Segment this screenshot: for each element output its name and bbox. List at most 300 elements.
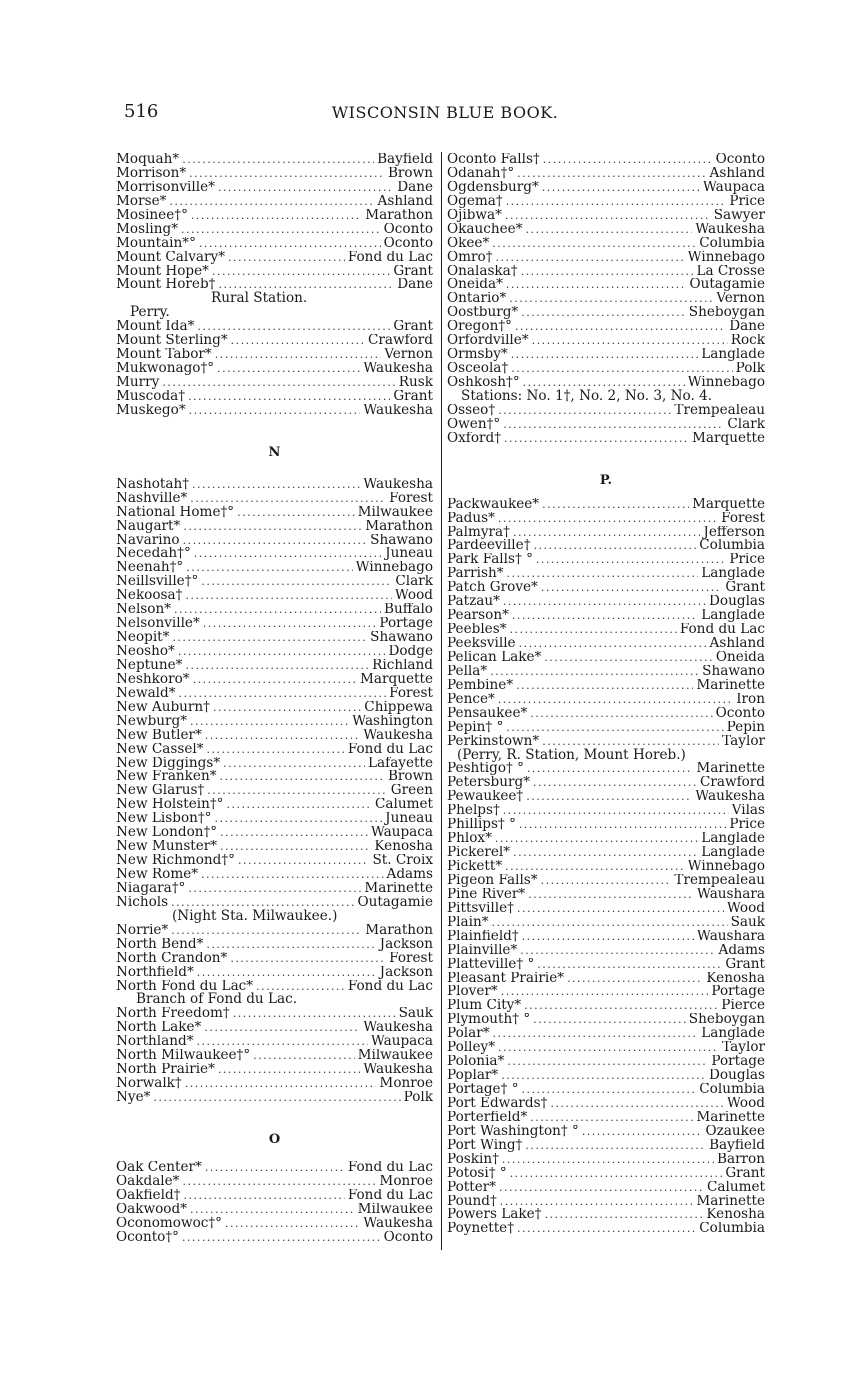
county-name: Waukesha — [363, 728, 433, 743]
place-name: Mount Tabor* — [116, 348, 212, 363]
entry-row — [116, 1021, 433, 1035]
dot-leader — [182, 1175, 376, 1189]
place-name: New Lisbon†° — [116, 812, 212, 827]
county-name: Fond du Lac — [347, 1188, 433, 1203]
place-name: North Fond du Lac* — [116, 979, 254, 994]
entry-note: (Night Sta. Milwaukee.) — [172, 907, 338, 924]
county-name: Forest — [389, 491, 433, 506]
place-name: Packwaukee* — [447, 497, 540, 512]
county-name: Douglas — [709, 595, 765, 610]
entry-row — [447, 790, 765, 804]
entry-row — [447, 1195, 765, 1209]
dot-leader — [505, 209, 711, 223]
dot-leader — [522, 1083, 697, 1097]
entry-row — [116, 520, 433, 534]
place-name: Nelson* — [116, 603, 171, 618]
entry-row — [447, 1027, 765, 1041]
dot-leader — [511, 362, 732, 376]
dot-leader — [492, 916, 728, 930]
entry-note: Rural Station. — [211, 290, 308, 307]
entry-row — [116, 966, 433, 980]
county-name: Iron — [736, 692, 765, 707]
entry-row — [116, 575, 433, 589]
dot-leader — [516, 679, 693, 693]
dot-leader — [190, 1203, 355, 1217]
county-name: Waukesha — [363, 403, 433, 418]
place-name: Necedah†° — [116, 547, 191, 562]
entry-row — [447, 1208, 765, 1222]
county-name: Langlade — [701, 846, 765, 860]
dot-leader — [490, 665, 699, 679]
county-name: Langlade — [701, 1027, 765, 1042]
entry-row — [116, 603, 433, 617]
place-name: Poynette† — [447, 1222, 515, 1237]
page-title: WISCONSIN BLUE BOOK. — [331, 103, 559, 122]
county-name: Milwaukee — [357, 505, 433, 520]
county-name: Brown — [387, 166, 433, 181]
place-name: Oakwood* — [116, 1202, 187, 1217]
county-name: Juneau — [385, 547, 433, 562]
county-name: Waukesha — [363, 477, 433, 492]
entry-row — [116, 617, 433, 631]
entry-row — [447, 251, 765, 265]
entry-row — [447, 1069, 765, 1083]
entry-row — [116, 743, 433, 757]
place-name: Polley* — [447, 1041, 495, 1056]
county-name: Bayfield — [709, 1138, 765, 1153]
entry-row — [116, 265, 433, 279]
dot-leader — [521, 265, 694, 279]
county-name: Kenosha — [706, 1208, 765, 1223]
place-name: Oxford† — [447, 431, 502, 446]
dot-leader — [513, 526, 700, 540]
county-name: Calumet — [374, 798, 433, 813]
entry-row — [447, 818, 765, 832]
entry-row — [447, 1181, 765, 1195]
place-name: Port Edwards† — [447, 1096, 548, 1111]
dot-leader — [517, 1222, 696, 1236]
county-name: Oconto — [383, 1230, 433, 1245]
dot-leader — [197, 320, 390, 334]
dot-leader — [181, 223, 381, 237]
place-name: Perkinstown* — [447, 734, 540, 749]
dot-leader — [188, 882, 361, 896]
county-name: Oconto — [715, 706, 765, 721]
county-name: Taylor — [722, 1041, 765, 1056]
county-name: Portage — [379, 617, 433, 632]
dot-leader — [186, 561, 352, 575]
dot-leader — [507, 1055, 708, 1069]
place-name: Norrie* — [116, 923, 169, 938]
county-name: Waupaca — [702, 180, 765, 195]
place-name: Oconomowoc†° — [116, 1216, 222, 1231]
place-name: Omro† — [447, 250, 493, 265]
dot-leader — [500, 1195, 694, 1209]
dot-leader — [171, 924, 362, 938]
place-name: Poskin† — [447, 1152, 499, 1167]
page-header — [118, 101, 772, 123]
place-name: Pickerel* — [447, 846, 511, 860]
dot-leader — [520, 944, 715, 958]
place-name: Osseo† — [447, 403, 496, 418]
dot-leader — [503, 804, 729, 818]
dot-leader — [205, 729, 360, 743]
place-name: Northfield* — [116, 965, 194, 980]
county-name: Calumet — [706, 1180, 765, 1195]
place-name: Pearson* — [447, 609, 509, 624]
place-name: Niagara†° — [116, 881, 186, 896]
place-name: Nelsonville* — [116, 617, 200, 632]
place-name: Oakfield† — [116, 1188, 181, 1203]
county-name: Marquette — [692, 431, 765, 446]
entry-row — [447, 223, 765, 237]
dot-leader — [533, 1013, 686, 1027]
entry-row — [116, 1063, 433, 1077]
county-name: Ashland — [709, 166, 765, 181]
place-name: Plover* — [447, 985, 498, 1000]
entry-row — [447, 209, 765, 223]
entry-row — [116, 1189, 433, 1203]
dot-leader — [503, 418, 724, 432]
county-name: Sawyer — [713, 208, 765, 223]
entry-row — [116, 561, 433, 575]
entry-row — [447, 334, 765, 348]
county-name: Rusk — [398, 376, 433, 390]
county-name: Columbia — [699, 1222, 765, 1237]
dot-leader — [185, 659, 369, 673]
dot-leader — [233, 1007, 396, 1021]
entry-row — [116, 167, 433, 181]
place-name: Pelican Lake* — [447, 650, 542, 665]
county-name: Bayfield — [377, 153, 433, 167]
place-name: Nashotah† — [116, 477, 190, 492]
place-name: Morrisonville* — [116, 180, 215, 195]
place-name: Neopit* — [116, 631, 170, 645]
entry-row — [116, 784, 433, 798]
place-name: Poplar* — [447, 1069, 499, 1083]
place-name: Mountain*° — [116, 236, 196, 251]
dot-leader — [506, 721, 723, 735]
place-name: Morrison* — [116, 166, 187, 181]
place-name: Pence* — [447, 692, 495, 707]
county-name: Forest — [389, 686, 433, 701]
entry-row — [447, 999, 765, 1013]
place-name: Parrish* — [447, 567, 504, 582]
entry-row — [116, 237, 433, 251]
dot-leader — [205, 1161, 345, 1175]
dot-leader — [188, 390, 390, 404]
entry-row — [447, 539, 765, 553]
entry-row — [116, 924, 433, 938]
county-name: Oconto — [383, 236, 433, 251]
county-name: Milwaukee — [357, 1049, 433, 1064]
county-name: Rock — [730, 334, 765, 349]
place-name: Port Wing† — [447, 1138, 523, 1153]
county-name: Marinette — [364, 881, 433, 896]
place-name: Pittsville† — [447, 901, 514, 916]
entry-row — [447, 404, 765, 418]
place-name: New Franken* — [116, 770, 217, 785]
section-letter-p: P. — [599, 472, 613, 488]
place-name: Moquah* — [116, 153, 180, 167]
county-name: Sauk — [730, 915, 765, 930]
place-name: Northland* — [116, 1035, 194, 1050]
place-name: National Home†° — [116, 505, 235, 520]
entry-row — [116, 1007, 433, 1021]
dot-leader — [507, 567, 699, 581]
place-name: New Glarus† — [116, 784, 205, 799]
place-name: Mount Calvary* — [116, 250, 226, 265]
place-name: North Milwaukee†° — [116, 1049, 251, 1064]
entry-row — [116, 348, 433, 362]
place-name: Patzau* — [447, 595, 500, 610]
place-name: Pickett* — [447, 860, 503, 874]
place-name: Muskego* — [116, 403, 186, 418]
entry-row — [116, 854, 433, 868]
county-name: Polk — [403, 1091, 433, 1105]
county-name: Langlade — [701, 609, 765, 624]
county-name: Ashland — [709, 637, 765, 651]
place-name: New London†° — [116, 826, 218, 841]
county-name: Crawford — [367, 334, 433, 349]
county-name: Vilas — [731, 804, 765, 819]
dot-leader — [526, 790, 692, 804]
place-name: North Freedom† — [116, 1007, 230, 1022]
county-name: Polk — [735, 362, 765, 376]
entry-list — [116, 924, 433, 994]
dot-leader — [207, 784, 388, 798]
entry-row — [447, 512, 765, 526]
dot-leader — [192, 478, 360, 492]
place-name: Pepin† ° — [447, 720, 504, 735]
place-name: Mount Hope* — [116, 264, 209, 279]
county-name: Winnebago — [687, 376, 765, 390]
entry-row — [116, 868, 433, 882]
county-name: Marquette — [360, 672, 433, 687]
entry-row — [447, 153, 765, 167]
county-name: Portage — [711, 1055, 765, 1070]
entry-row — [447, 1222, 765, 1236]
entry-row — [447, 265, 765, 279]
entry-list — [116, 1007, 433, 1105]
place-name: Pleasant Prairie* — [447, 971, 565, 986]
entry-row — [116, 492, 433, 506]
place-name: Mosling* — [116, 222, 179, 237]
entry-row — [447, 707, 765, 721]
county-name: Clark — [727, 417, 765, 432]
entry-row — [116, 334, 433, 348]
entry-row — [116, 798, 433, 812]
county-name: Dane — [729, 320, 765, 335]
place-name: Powers Lake† — [447, 1208, 542, 1223]
county-name: Oconto — [383, 222, 433, 237]
county-name: Shawano — [702, 664, 765, 679]
entry-row — [116, 812, 433, 826]
place-name: Patch Grove* — [447, 581, 538, 596]
entry-row — [447, 418, 765, 432]
dot-leader — [499, 1181, 704, 1195]
place-name: Nashville* — [116, 491, 188, 506]
entry-row — [116, 320, 433, 334]
entry-row — [116, 1161, 433, 1175]
place-name: Port Washington† ° — [447, 1124, 579, 1139]
place-name: Park Falls† ° — [447, 553, 533, 568]
dot-leader — [521, 306, 686, 320]
county-name: Trempealeau — [674, 403, 765, 418]
dot-leader — [532, 334, 728, 348]
entry-row — [116, 645, 433, 659]
entry-list — [116, 153, 433, 292]
dot-leader — [197, 966, 377, 980]
entry-row — [116, 1091, 433, 1105]
dot-leader — [534, 539, 697, 553]
dot-leader — [183, 1189, 344, 1203]
county-name: Marathon — [365, 208, 433, 223]
dot-leader — [220, 826, 368, 840]
dot-leader — [194, 547, 382, 561]
place-name: Odanah†° — [447, 166, 515, 181]
dot-leader — [524, 999, 718, 1013]
place-name: North Lake* — [116, 1021, 202, 1036]
entry-row — [447, 292, 765, 306]
dot-leader — [190, 492, 386, 506]
dot-leader — [502, 1153, 714, 1167]
place-name: Plymouth† ° — [447, 1013, 531, 1028]
dot-leader — [513, 846, 698, 860]
dot-leader — [541, 581, 722, 595]
county-name: Marinette — [696, 1194, 765, 1209]
place-name: Polar* — [447, 1027, 490, 1042]
county-name: Oneida — [715, 650, 765, 665]
entry-list — [447, 153, 765, 390]
county-name: Price — [729, 818, 765, 833]
dot-leader — [517, 167, 706, 181]
entry-note: (Perry, R. Station, Mount Horeb.) — [457, 746, 686, 763]
county-name: Marathon — [365, 519, 433, 534]
entry-row — [447, 721, 765, 735]
county-name: Clark — [395, 575, 433, 590]
dot-leader — [492, 237, 696, 251]
entry-row — [116, 547, 433, 561]
county-name: Fond du Lac — [347, 742, 433, 757]
dot-leader — [215, 348, 381, 362]
dot-leader — [542, 181, 700, 195]
entry-row — [447, 167, 765, 181]
dot-leader — [542, 498, 689, 512]
county-name: Shawano — [370, 533, 433, 548]
dot-leader — [220, 840, 371, 854]
dot-leader — [153, 1091, 400, 1105]
entry-row — [447, 1167, 765, 1181]
county-name: Sauk — [398, 1007, 433, 1022]
entry-row — [447, 432, 765, 446]
left-column — [116, 153, 433, 1245]
entry-row — [116, 757, 433, 771]
dot-leader — [536, 553, 726, 567]
county-name: Waupaca — [370, 826, 433, 841]
dot-leader — [567, 972, 703, 986]
place-name: Mount Ida* — [116, 320, 195, 335]
place-name: Polonia* — [447, 1055, 505, 1070]
entry-row — [116, 589, 433, 603]
county-name: Marinette — [696, 678, 765, 693]
place-name: Porterfield* — [447, 1110, 528, 1125]
place-name: Pembine* — [447, 678, 514, 693]
dot-leader — [226, 798, 372, 812]
dot-leader — [496, 251, 685, 265]
county-name: St. Croix — [372, 854, 433, 868]
county-name: Kenosha — [374, 840, 433, 855]
dot-leader — [544, 1208, 703, 1222]
entry-row — [447, 526, 765, 540]
dot-leader — [162, 376, 395, 390]
dot-leader — [223, 757, 365, 771]
entry-row — [116, 534, 433, 548]
dot-leader — [503, 595, 706, 609]
entry-note: Stations: No. 1†, No. 2, No. 3, No. 4. — [461, 387, 713, 404]
county-name: La Crosse — [696, 264, 765, 279]
place-name: Potter* — [447, 1180, 497, 1195]
county-name: Price — [729, 553, 765, 568]
dot-leader — [498, 404, 671, 418]
dot-leader — [169, 195, 374, 209]
dot-leader — [172, 631, 367, 645]
county-name: Waukesha — [363, 1021, 433, 1036]
entry-row — [116, 659, 433, 673]
county-name: Winnebago — [355, 561, 433, 576]
entry-row — [447, 320, 765, 334]
dot-leader — [230, 952, 386, 966]
dot-leader — [183, 534, 368, 548]
dot-leader — [527, 762, 693, 776]
entry-row — [447, 1125, 765, 1139]
dot-leader — [526, 223, 693, 237]
place-name: Pewaukee† — [447, 790, 524, 805]
entry-row — [447, 1013, 765, 1027]
place-name: Osceola† — [447, 362, 509, 376]
dot-leader — [191, 209, 362, 223]
dot-leader — [511, 348, 699, 362]
entry-row — [447, 348, 765, 362]
place-name: Petersburg* — [447, 776, 531, 791]
place-name: Palmyra† — [447, 525, 510, 540]
place-name: New Holstein†° — [116, 798, 224, 813]
entry-row — [116, 952, 433, 966]
county-name: Oconto — [715, 153, 765, 167]
place-name: Neptune* — [116, 658, 183, 673]
entry-row — [116, 223, 433, 237]
place-name: Peebles* — [447, 623, 507, 637]
county-name: Outagamie — [689, 278, 765, 293]
entry-row — [116, 195, 433, 209]
place-name: Murry — [116, 376, 160, 390]
place-name: Padus* — [447, 511, 495, 526]
dot-leader — [498, 693, 733, 707]
county-name: Sheboygan — [688, 1013, 765, 1028]
dot-leader — [504, 432, 689, 446]
dot-leader — [501, 1069, 706, 1083]
county-name: Dane — [397, 180, 433, 195]
place-name: Okee* — [447, 236, 490, 251]
page-number: 516 — [124, 101, 159, 122]
entry-row — [447, 1097, 765, 1111]
county-name: Pierce — [721, 999, 765, 1014]
county-name: Waukesha — [363, 1063, 433, 1078]
county-name: Jackson — [379, 937, 433, 952]
entry-row — [116, 251, 433, 265]
place-name: Navarino — [116, 533, 180, 548]
dot-leader — [217, 362, 360, 376]
